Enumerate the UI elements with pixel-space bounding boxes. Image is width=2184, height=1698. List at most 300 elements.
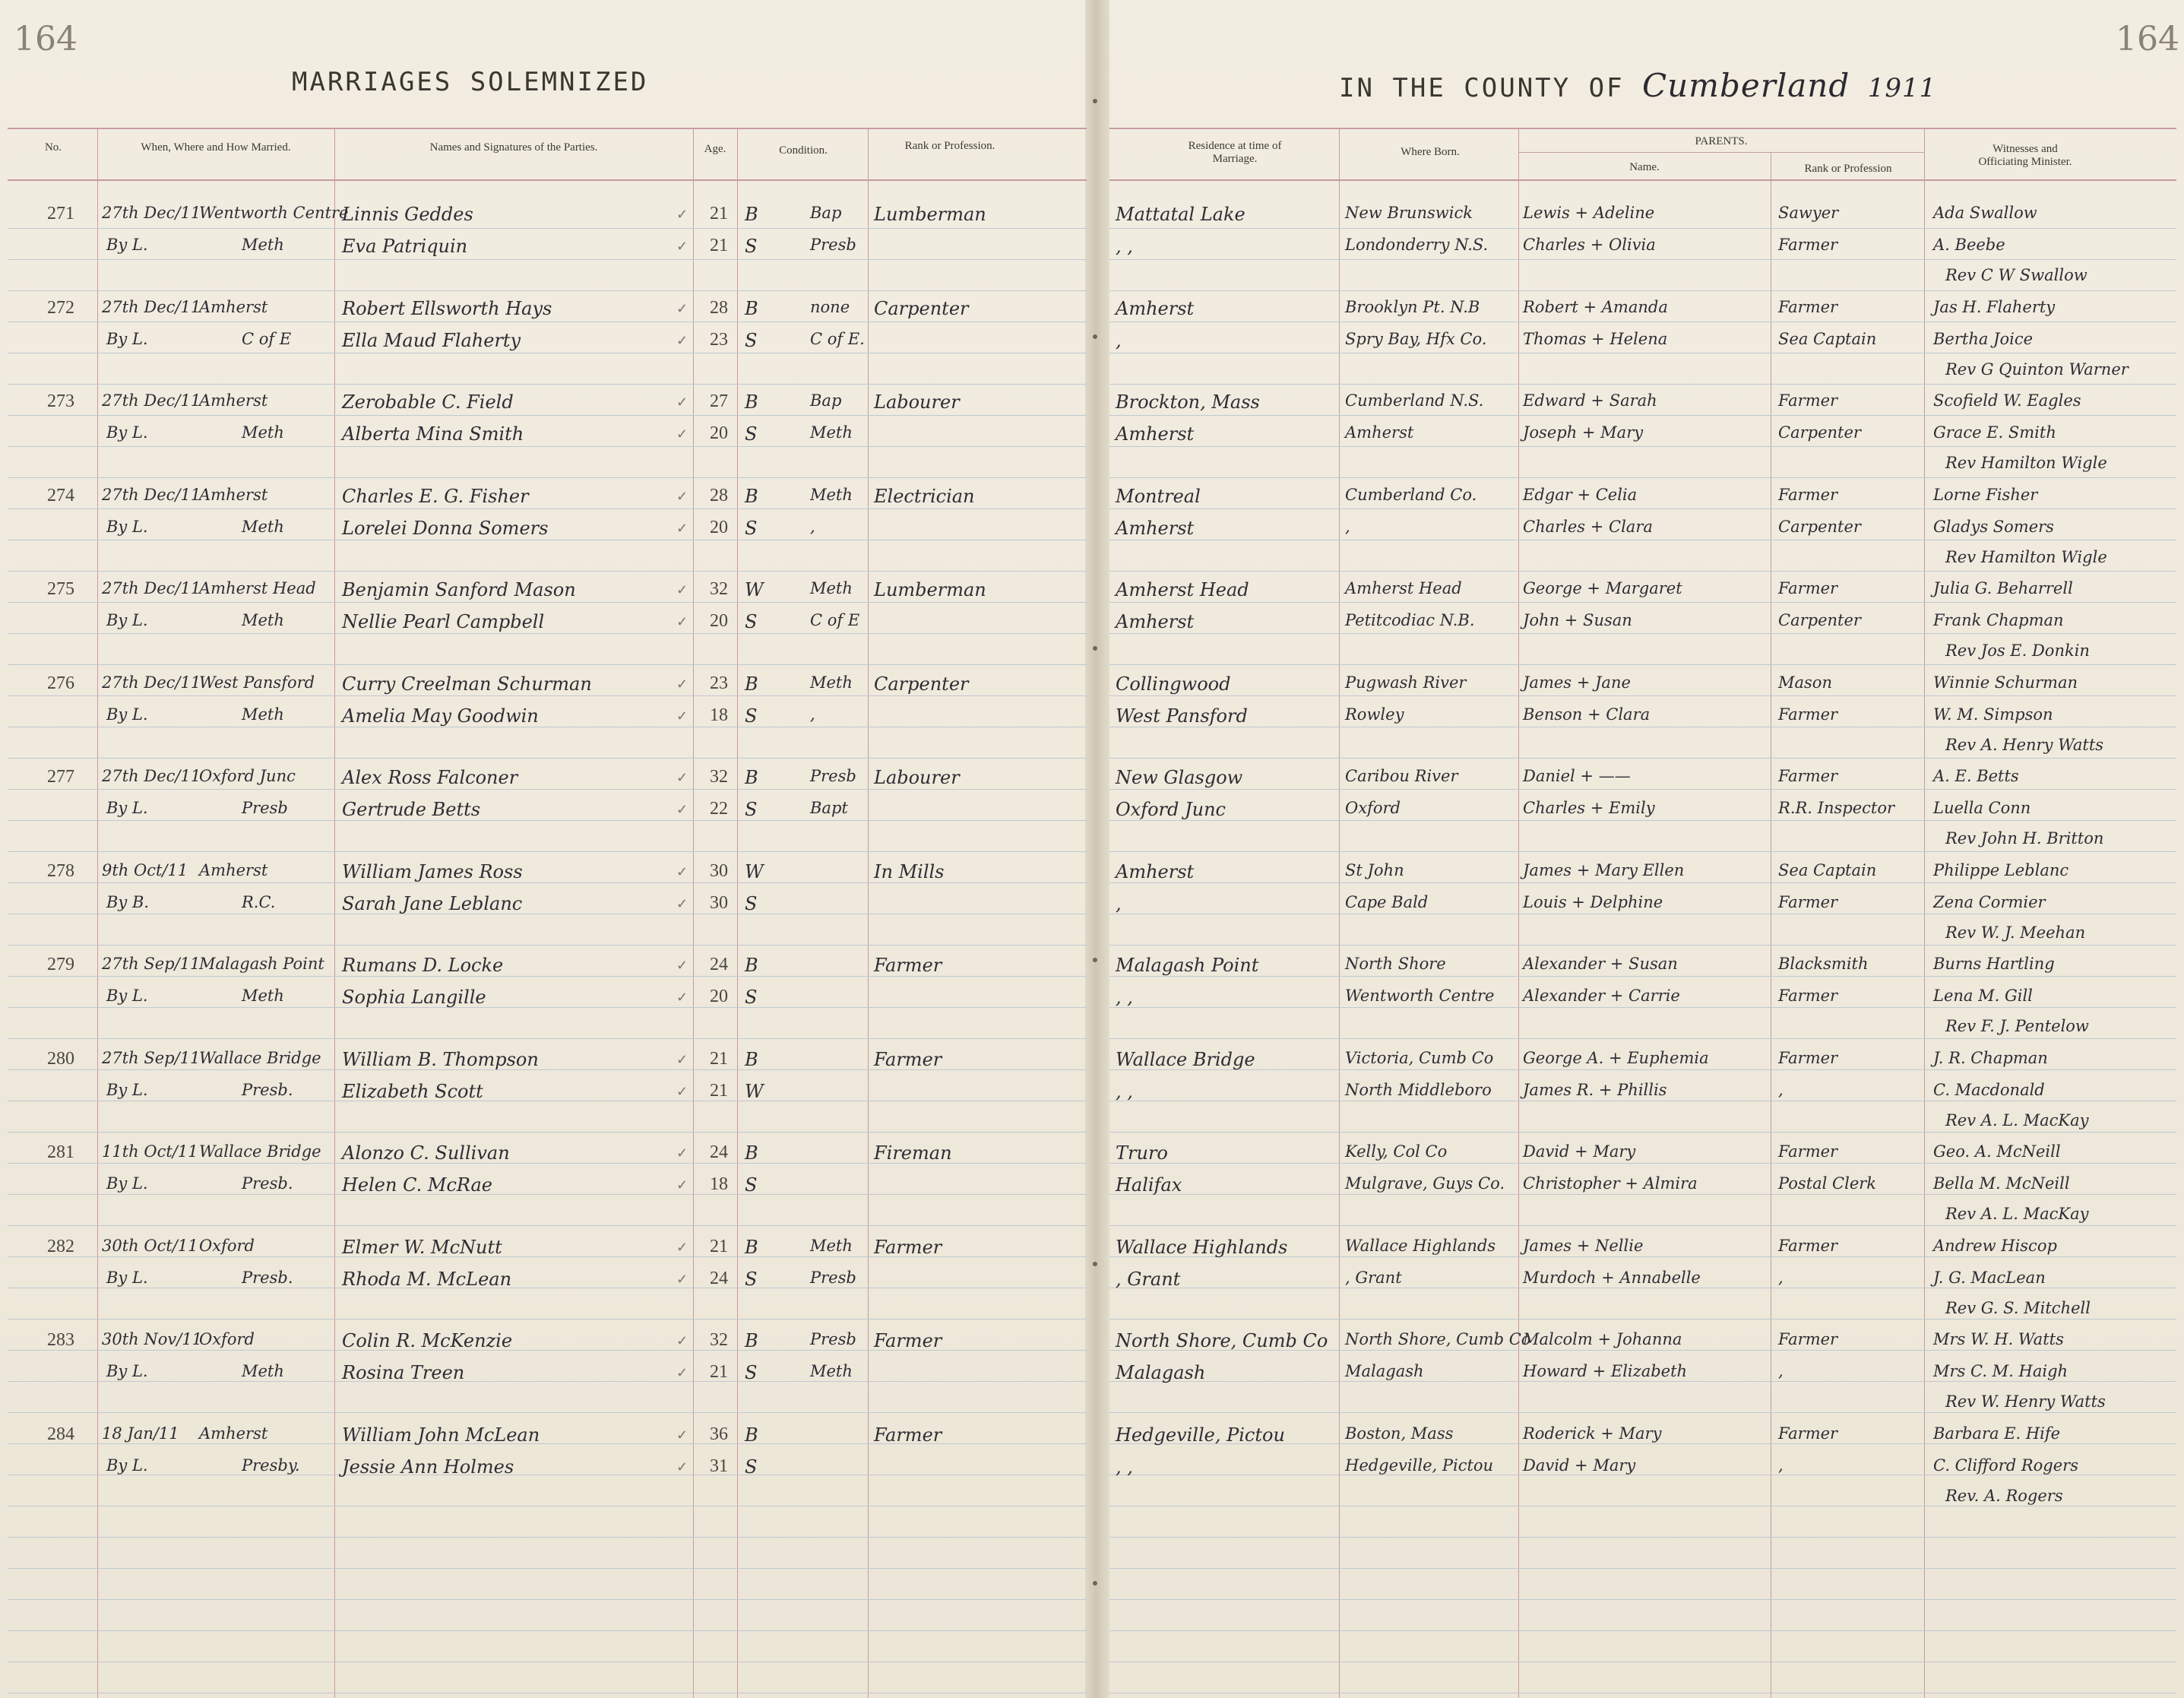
groom-birthplace: Amherst Head — [1345, 579, 1462, 597]
bride-parents-rank: , — [1778, 1081, 1784, 1099]
ruled-line — [8, 446, 1087, 447]
marriage-place: Amherst — [199, 298, 268, 316]
check-mark: ✓ — [676, 770, 688, 786]
entry-number: 279 — [47, 955, 74, 974]
groom-parents-rank: Sea Captain — [1778, 861, 1877, 879]
ruled-line — [1109, 415, 2176, 416]
bride-birthplace: Amherst — [1345, 423, 1414, 442]
ruled-line — [8, 1132, 1087, 1133]
bride-age: 31 — [710, 1456, 728, 1476]
header-bottom-rule-right — [1109, 179, 2176, 181]
officiating-minister: Rev F. J. Pentelow — [1945, 1017, 2089, 1035]
officiating-minister: Rev W. J. Meehan — [1945, 923, 2086, 942]
ruled-line — [8, 415, 1087, 416]
bride-parents: Alexander + Carrie — [1523, 987, 1680, 1005]
groom-religion: Meth — [810, 579, 853, 597]
officiating-minister: Rev A. Henry Watts — [1945, 736, 2104, 754]
groom-condition: B — [745, 767, 758, 788]
bride-name: Alberta Mina Smith — [342, 423, 524, 445]
groom-birthplace: Wallace Highlands — [1345, 1237, 1496, 1255]
groom-birthplace: Cumberland Co. — [1345, 486, 1477, 504]
groom-residence: North Shore, Cumb Co — [1116, 1330, 1328, 1351]
bride-name: Gertrude Betts — [342, 799, 481, 820]
bride-residence: , , — [1116, 1456, 1133, 1478]
register-year: 1911 — [1867, 73, 1937, 103]
header-names: Names and Signatures of the Parties. — [429, 141, 598, 154]
ruled-line — [8, 758, 1087, 759]
denomination: Meth — [242, 987, 284, 1005]
marriage-date: 27th Dec/11 — [102, 204, 201, 222]
groom-profession: Farmer — [874, 955, 942, 976]
marriage-how: By L. — [106, 1174, 148, 1193]
witness-2: Luella Conn — [1933, 799, 2031, 817]
bride-name: Ella Maud Flaherty — [342, 330, 521, 351]
groom-condition: B — [745, 1049, 758, 1070]
ruled-line — [8, 789, 1087, 790]
groom-name: Charles E. G. Fisher — [342, 486, 529, 507]
bride-parents: James R. + Phillis — [1523, 1081, 1667, 1099]
bride-residence: Amherst — [1116, 518, 1195, 539]
officiating-minister: Rev Jos E. Donkin — [1945, 642, 2090, 660]
bride-religion: , — [810, 705, 815, 724]
bride-parents-rank: Postal Clerk — [1778, 1174, 1877, 1193]
witness-1: Burns Hartling — [1933, 955, 2055, 973]
groom-condition: W — [745, 861, 764, 882]
ruled-line — [8, 1194, 1087, 1195]
check-mark: ✓ — [676, 1145, 688, 1161]
groom-condition: W — [745, 579, 764, 600]
groom-age: 24 — [710, 955, 728, 974]
witness-2: Bella M. McNeill — [1933, 1174, 2070, 1193]
col-rule — [693, 128, 694, 1698]
ruled-line — [8, 1568, 1087, 1569]
bride-religion: Bapt — [810, 799, 848, 817]
marriage-place: Wentworth Centre — [199, 204, 349, 222]
bride-name: Elizabeth Scott — [342, 1081, 483, 1102]
witness-1: Scofield W. Eagles — [1933, 391, 2081, 410]
witness-2: Frank Chapman — [1933, 611, 2064, 629]
witness-1: A. E. Betts — [1933, 767, 2019, 785]
bride-parents-rank: Farmer — [1778, 236, 1838, 254]
groom-birthplace: Cumberland N.S. — [1345, 391, 1484, 410]
groom-parents: Edward + Sarah — [1523, 391, 1657, 410]
bride-religion: Meth — [810, 423, 853, 442]
bride-birthplace: Wentworth Centre — [1345, 987, 1495, 1005]
parents-sub-rule — [1518, 152, 1924, 153]
denomination: Meth — [242, 236, 284, 254]
ruled-line — [1109, 1599, 2176, 1600]
groom-condition: B — [745, 486, 758, 507]
bride-parents: Murdoch + Annabelle — [1523, 1269, 1701, 1287]
bride-parents: David + Mary — [1523, 1456, 1636, 1475]
marriage-place: Amherst — [199, 861, 268, 879]
ruled-line — [8, 228, 1087, 229]
header-top-rule-right — [1109, 128, 2176, 129]
denomination: Presby. — [242, 1456, 300, 1475]
bride-residence: , , — [1116, 987, 1133, 1008]
ruled-line — [1109, 945, 2176, 946]
groom-parents-rank: Farmer — [1778, 1424, 1838, 1443]
bride-parents: Howard + Elizabeth — [1523, 1362, 1688, 1380]
groom-birthplace: Victoria, Cumb Co — [1345, 1049, 1494, 1067]
bride-birthplace: Rowley — [1345, 705, 1404, 724]
witness-1: Andrew Hiscop — [1933, 1237, 2057, 1255]
groom-parents: George A. + Euphemia — [1523, 1049, 1709, 1067]
ruled-line — [8, 945, 1087, 946]
marriage-date: 27th Dec/11 — [102, 391, 201, 410]
bride-parents: Christopher + Almira — [1523, 1174, 1698, 1193]
ruled-line — [8, 384, 1087, 385]
ruled-line — [1109, 1225, 2176, 1226]
officiating-minister: Rev G Quinton Warner — [1945, 360, 2129, 379]
ruled-line — [8, 477, 1087, 478]
header-when: When, Where and How Married. — [141, 141, 291, 154]
bride-condition: S — [745, 518, 758, 539]
bride-residence: Malagash — [1116, 1362, 1206, 1383]
bride-age: 20 — [710, 423, 728, 443]
bride-religion: Meth — [810, 1362, 853, 1380]
groom-residence: Wallace Highlands — [1116, 1237, 1288, 1258]
groom-parents-rank: Farmer — [1778, 486, 1838, 504]
bride-condition: S — [745, 1269, 758, 1290]
groom-residence: Truro — [1116, 1142, 1168, 1164]
ruled-line — [1109, 1381, 2176, 1382]
ruled-line — [1109, 1069, 2176, 1070]
ruled-line — [8, 602, 1087, 603]
bride-residence: West Pansford — [1116, 705, 1248, 727]
bride-condition: S — [745, 987, 758, 1008]
marriage-how: By L. — [106, 611, 148, 629]
ruled-line — [1109, 1163, 2176, 1164]
marriage-place: Wallace Bridge — [199, 1049, 321, 1067]
witness-2: Zena Cormier — [1933, 893, 2046, 911]
check-mark: ✓ — [676, 1084, 688, 1100]
denomination: Presb. — [242, 1269, 293, 1287]
bride-name: Sophia Langille — [342, 987, 486, 1008]
bride-condition: S — [745, 705, 758, 727]
col-rule — [1339, 128, 1340, 1698]
bride-name: Helen C. McRae — [342, 1174, 493, 1196]
check-mark: ✓ — [676, 1240, 688, 1256]
ruled-line — [1109, 446, 2176, 447]
marriage-how: By L. — [106, 987, 148, 1005]
ruled-line — [1109, 571, 2176, 572]
bride-age: 20 — [710, 611, 728, 631]
bride-birthplace: Oxford — [1345, 799, 1401, 817]
bride-birthplace: Londonderry N.S. — [1345, 236, 1489, 254]
title-right-text: IN THE COUNTY OF — [1339, 73, 1625, 103]
marriage-how: By L. — [106, 518, 148, 536]
bride-condition: S — [745, 236, 758, 257]
bride-parents-rank: , — [1778, 1456, 1784, 1475]
bride-religion: , — [810, 518, 815, 536]
marriage-place: Malagash Point — [199, 955, 324, 973]
witness-2: Bertha Joice — [1933, 330, 2034, 348]
header-condition: Condition. — [779, 144, 828, 157]
groom-residence: Collingwood — [1116, 673, 1231, 695]
bride-residence: Halifax — [1116, 1174, 1182, 1196]
bride-religion: Presb — [810, 1269, 856, 1287]
ruled-line — [8, 695, 1087, 696]
groom-age: 28 — [710, 486, 728, 505]
bride-parents: Louis + Delphine — [1523, 893, 1663, 911]
check-mark: ✓ — [676, 1427, 688, 1443]
bride-condition: W — [745, 1081, 764, 1102]
bride-parents: Joseph + Mary — [1523, 423, 1644, 442]
bride-birthplace: Mulgrave, Guys Co. — [1345, 1174, 1505, 1193]
groom-profession: Labourer — [874, 767, 960, 788]
ruled-line — [8, 290, 1087, 291]
witness-1: Lorne Fisher — [1933, 486, 2038, 504]
ruled-line — [8, 508, 1087, 509]
groom-parents-rank: Blacksmith — [1778, 955, 1869, 973]
bride-parents-rank: Farmer — [1778, 705, 1838, 724]
header-parent-rank: Rank or Profession — [1804, 163, 1892, 175]
entry-number: 273 — [47, 391, 74, 411]
witness-2: Mrs C. M. Haigh — [1933, 1362, 2068, 1380]
bride-condition: S — [745, 611, 758, 632]
ruled-line — [8, 820, 1087, 821]
bride-parents-rank: Carpenter — [1778, 611, 1861, 629]
groom-name: Curry Creelman Schurman — [342, 673, 592, 695]
groom-religion: Presb — [810, 767, 856, 785]
groom-parents: David + Mary — [1523, 1142, 1636, 1161]
groom-religion: Meth — [810, 1237, 853, 1255]
marriage-place: West Pansford — [199, 673, 315, 692]
marriage-how: By L. — [106, 799, 148, 817]
ruled-line — [1109, 1194, 2176, 1195]
marriage-how: By B. — [106, 893, 150, 911]
groom-age: 23 — [710, 673, 728, 693]
title-right — [1339, 67, 1936, 104]
page-number-right: 164 — [2116, 20, 2179, 59]
groom-profession: Lumberman — [874, 579, 986, 600]
denomination: Presb. — [242, 1174, 293, 1193]
witness-1: Geo. A. McNeill — [1933, 1142, 2061, 1161]
ruled-line — [8, 882, 1087, 883]
bride-name: Amelia May Goodwin — [342, 705, 539, 727]
bride-parents: Charles + Emily — [1523, 799, 1655, 817]
groom-profession: Farmer — [874, 1330, 942, 1351]
officiating-minister: Rev C W Swallow — [1945, 266, 2087, 284]
check-mark: ✓ — [676, 239, 688, 255]
groom-profession: Electrician — [874, 486, 975, 507]
bride-residence: , — [1116, 330, 1122, 351]
entry-number: 281 — [47, 1142, 74, 1162]
marriage-date: 27th Sep/11 — [102, 1049, 201, 1067]
marriage-date: 27th Sep/11 — [102, 955, 201, 973]
witness-1: J. R. Chapman — [1933, 1049, 2048, 1067]
bride-parents: Thomas + Helena — [1523, 330, 1668, 348]
groom-birthplace: St John — [1345, 861, 1404, 879]
check-mark: ✓ — [676, 614, 688, 630]
groom-parents-rank: Farmer — [1778, 298, 1838, 316]
bride-parents-rank: , — [1778, 1269, 1784, 1287]
check-mark: ✓ — [676, 489, 688, 505]
bride-age: 21 — [710, 236, 728, 255]
witness-2: A. Beebe — [1933, 236, 2005, 254]
denomination: Meth — [242, 518, 284, 536]
marriage-place: Amherst — [199, 1424, 268, 1443]
bride-age: 30 — [710, 893, 728, 913]
marriage-how: By L. — [106, 1456, 148, 1475]
col-rule — [1924, 128, 1925, 1698]
marriage-place: Amherst — [199, 391, 268, 410]
marriage-how: By L. — [106, 236, 148, 254]
entry-number: 272 — [47, 298, 74, 318]
witness-1: Julia G. Beharrell — [1933, 579, 2073, 597]
bride-condition: S — [745, 799, 758, 820]
groom-parents: Robert + Amanda — [1523, 298, 1668, 316]
col-rule — [1518, 128, 1519, 1698]
groom-residence: Wallace Bridge — [1116, 1049, 1255, 1070]
groom-parents-rank: Mason — [1778, 673, 1832, 692]
denomination: C of E — [242, 330, 292, 348]
bride-parents: Charles + Clara — [1523, 518, 1653, 536]
ruled-line — [8, 1630, 1087, 1631]
bride-birthplace: Petitcodiac N.B. — [1345, 611, 1475, 629]
groom-residence: Montreal — [1116, 486, 1201, 507]
bride-parents-rank: R.R. Inspector — [1778, 799, 1894, 817]
groom-residence: New Glasgow — [1116, 767, 1243, 788]
bride-name: Jessie Ann Holmes — [342, 1456, 514, 1478]
ruled-line — [1109, 259, 2176, 260]
bride-residence: Amherst — [1116, 611, 1195, 632]
groom-name: Alonzo C. Sullivan — [342, 1142, 510, 1164]
check-mark: ✓ — [676, 1052, 688, 1068]
witness-2: Lena M. Gill — [1933, 987, 2033, 1005]
bride-religion: C of E. — [810, 330, 865, 348]
ruled-line — [1109, 384, 2176, 385]
ruled-line — [1109, 1007, 2176, 1008]
check-mark: ✓ — [676, 958, 688, 974]
ruled-line — [1109, 1412, 2176, 1413]
groom-name: Elmer W. McNutt — [342, 1237, 502, 1258]
bride-residence: Oxford Junc — [1116, 799, 1226, 820]
groom-age: 28 — [710, 298, 728, 318]
bride-age: 18 — [710, 1174, 728, 1194]
ruled-line — [8, 1537, 1087, 1538]
bride-name: Sarah Jane Leblanc — [342, 893, 523, 914]
bride-age: 18 — [710, 705, 728, 725]
groom-parents-rank: Farmer — [1778, 1330, 1838, 1348]
officiating-minister: Rev W. Henry Watts — [1945, 1392, 2106, 1411]
groom-name: William B. Thompson — [342, 1049, 539, 1070]
marriage-date: 11th Oct/11 — [102, 1142, 198, 1161]
check-mark: ✓ — [676, 521, 688, 537]
header-age: Age. — [704, 143, 726, 155]
groom-parents-rank: Farmer — [1778, 1142, 1838, 1161]
groom-religion: Bap — [810, 204, 842, 222]
marriage-how: By L. — [106, 1362, 148, 1380]
groom-parents: James + Jane — [1523, 673, 1631, 692]
marriage-how: By L. — [106, 1081, 148, 1099]
groom-age: 32 — [710, 767, 728, 787]
groom-residence: Malagash Point — [1116, 955, 1259, 976]
header-parent-name: Name. — [1629, 161, 1660, 173]
ruled-line — [8, 664, 1087, 665]
groom-age: 21 — [710, 1049, 728, 1069]
groom-parents-rank: Farmer — [1778, 579, 1838, 597]
groom-birthplace: North Shore — [1345, 955, 1446, 973]
groom-parents: Alexander + Susan — [1523, 955, 1678, 973]
bride-age: 24 — [710, 1269, 728, 1288]
groom-name: Benjamin Sanford Mason — [342, 579, 576, 600]
book-gutter — [1085, 0, 1109, 1698]
witness-1: Mrs W. H. Watts — [1933, 1330, 2064, 1348]
entry-number: 282 — [47, 1237, 74, 1256]
bride-condition: S — [745, 1456, 758, 1478]
witness-2: C. Clifford Rogers — [1933, 1456, 2078, 1475]
ruled-line — [8, 851, 1087, 852]
marriage-date: 27th Dec/11 — [102, 486, 201, 504]
witness-1: Barbara E. Hife — [1933, 1424, 2061, 1443]
groom-name: Colin R. McKenzie — [342, 1330, 513, 1351]
bride-residence: , , — [1116, 236, 1133, 257]
bride-age: 21 — [710, 1362, 728, 1382]
check-mark: ✓ — [676, 1365, 688, 1381]
check-mark: ✓ — [676, 708, 688, 724]
marriage-date: 27th Dec/11 — [102, 298, 201, 316]
officiating-minister: Rev A. L. MacKay — [1945, 1111, 2089, 1129]
groom-birthplace: New Brunswick — [1345, 204, 1473, 222]
groom-profession: Carpenter — [874, 298, 969, 319]
ruled-line — [8, 1599, 1087, 1600]
bride-condition: S — [745, 423, 758, 445]
col-rule — [737, 128, 738, 1698]
witness-2: W. M. Simpson — [1933, 705, 2053, 724]
witness-2: Grace E. Smith — [1933, 423, 2056, 442]
groom-condition: B — [745, 298, 758, 319]
groom-birthplace: Caribou River — [1345, 767, 1458, 785]
bride-birthplace: Malagash — [1345, 1362, 1424, 1380]
groom-name: William James Ross — [342, 861, 523, 882]
entry-number: 274 — [47, 486, 74, 505]
groom-parents: George + Margaret — [1523, 579, 1682, 597]
ruled-line — [8, 976, 1087, 977]
denomination: Meth — [242, 423, 284, 442]
officiating-minister: Rev Hamilton Wigle — [1945, 548, 2107, 566]
ruled-line — [8, 1007, 1087, 1008]
bride-age: 20 — [710, 987, 728, 1006]
witness-1: Winnie Schurman — [1933, 673, 2078, 692]
ruled-line — [8, 1412, 1087, 1413]
witness-2: Gladys Somers — [1933, 518, 2054, 536]
groom-profession: Lumberman — [874, 204, 986, 225]
groom-residence: Amherst — [1116, 298, 1195, 319]
check-mark: ✓ — [676, 301, 688, 317]
groom-birthplace: Pugwash River — [1345, 673, 1467, 692]
ruled-line — [1109, 789, 2176, 790]
bride-name: Lorelei Donna Somers — [342, 518, 549, 539]
groom-parents-rank: Farmer — [1778, 391, 1838, 410]
marriage-place: Amherst Head — [199, 579, 316, 597]
bride-parents-rank: , — [1778, 1362, 1784, 1380]
denomination: Presb. — [242, 1081, 293, 1099]
entry-number: 277 — [47, 767, 74, 787]
groom-religion: Presb — [810, 1330, 856, 1348]
groom-parents: Roderick + Mary — [1523, 1424, 1662, 1443]
bride-age: 20 — [710, 518, 728, 537]
marriage-date: 27th Dec/11 — [102, 579, 201, 597]
header-rank: Rank or Profession. — [904, 140, 995, 152]
header-witnesses: Witnesses and Officiating Minister. — [1978, 143, 2072, 168]
ruled-line — [1109, 228, 2176, 229]
ruled-line — [8, 633, 1087, 634]
check-mark: ✓ — [676, 1459, 688, 1475]
check-mark: ✓ — [676, 990, 688, 1006]
groom-profession: Farmer — [874, 1237, 942, 1258]
